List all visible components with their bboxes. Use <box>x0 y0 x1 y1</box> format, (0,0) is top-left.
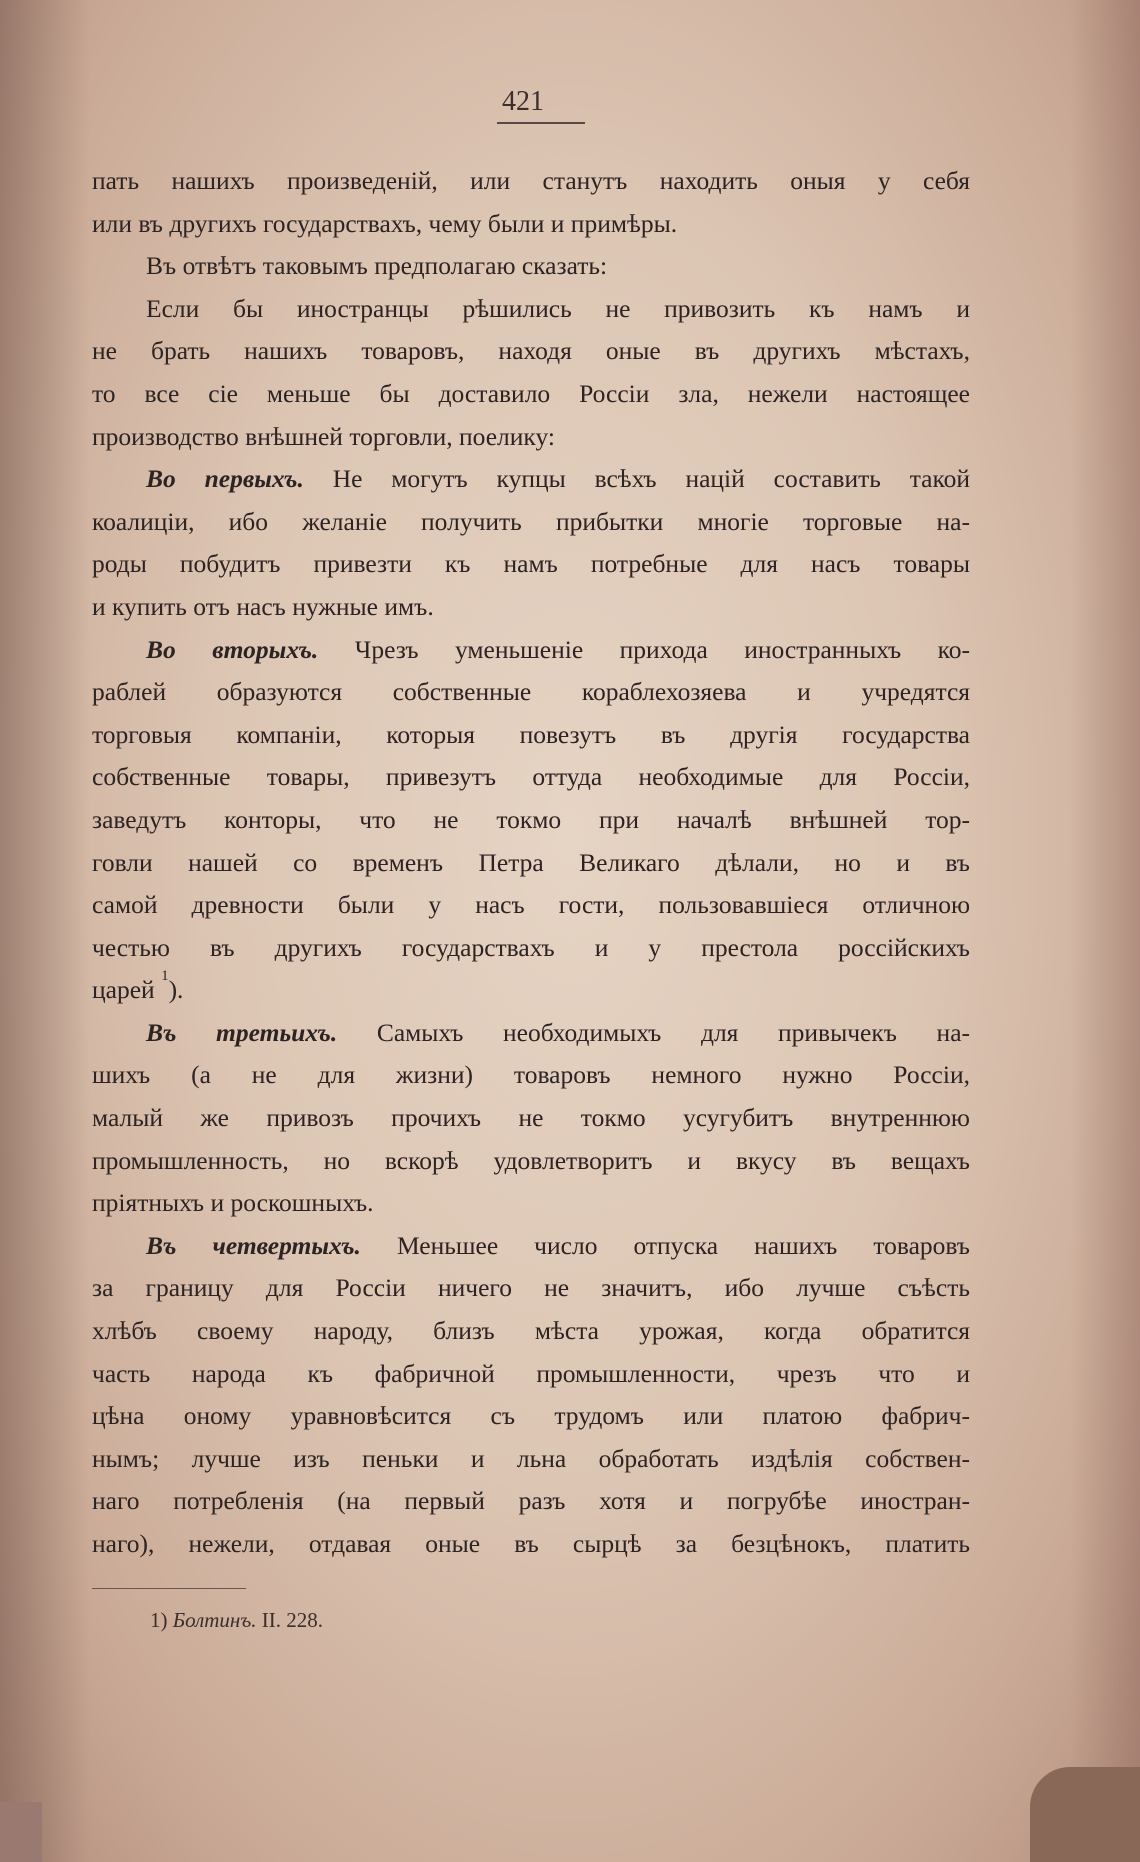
text-line: самой древности были у насъ гости, пользовавшіеся отличною <box>92 890 970 920</box>
text-line: за границу для Россіи ничего не значитъ, ибо лучше съѣсть <box>92 1273 970 1303</box>
text-line: шихъ (а не для жизни) товаровъ немного нужно Россіи, <box>92 1060 970 1090</box>
scan-corner-shadow <box>1030 1767 1140 1862</box>
scan-edge-left <box>0 1802 42 1862</box>
section-heading: Въ третьихъ. <box>146 1017 338 1047</box>
text-line: хлѣбъ своему народу, близъ мѣста урожая, когда обратится <box>92 1316 970 1346</box>
text-line: собственные товары, привезутъ оттуда необходимые для Россіи, <box>92 762 970 792</box>
page-edge-shadow-left <box>0 0 90 1862</box>
section-heading: Во вторыхъ. <box>146 634 319 664</box>
section-heading: Въ четвертыхъ. <box>146 1230 361 1260</box>
footnote-marker: 1) <box>150 1608 168 1632</box>
text-line: то все сіе меньше бы доставило Россіи зла, нежели настоящее <box>92 378 970 408</box>
text-line: малый же привозъ прочихъ не токмо усугубитъ внутреннюю <box>92 1103 970 1133</box>
text-line: и купить отъ насъ нужные имъ. <box>92 591 434 621</box>
section-heading: Во первыхъ. <box>146 464 304 494</box>
body-text <box>92 160 970 1566</box>
footnote-ref: 1 <box>161 968 169 985</box>
text-line: пріятныхъ и роскошныхъ. <box>92 1188 374 1218</box>
text-line: Въ четвертыхъ. Меньшее число отпуска нашихъ товаровъ <box>146 1230 970 1260</box>
text-line: часть народа къ фабричной промышленности, чрезъ что и <box>92 1358 970 1388</box>
text-line: цѣна оному уравновѣсится съ трудомъ или платою фабрич- <box>92 1401 970 1431</box>
text-line: царей $^1$). <box>92 968 184 1005</box>
text-line: не брать нашихъ товаровъ, находя оные въ другихъ мѣстахъ, <box>92 336 970 366</box>
footnote-divider <box>92 1588 246 1589</box>
text-line: роды побудитъ привезти къ намъ потребные для насъ товары <box>92 549 970 579</box>
footnote-reference: II. 228. <box>261 1608 324 1632</box>
page-number-rule <box>497 122 585 124</box>
text-line: говли нашей со временъ Петра Великаго дѣлали, но и въ <box>92 847 970 877</box>
text-line: наго потребленія (на первый разъ хотя и погрубѣе иностран- <box>92 1486 970 1516</box>
text-line: коалиціи, ибо желаніе получить прибытки многіе торговые на- <box>92 506 970 536</box>
text-line: наго), нежели, отдавая оные въ сырцѣ за безцѣнокъ, платить <box>92 1529 970 1558</box>
text-line: заведутъ конторы, что не токмо при началѣ внѣшней тор- <box>92 804 970 834</box>
text-line: Въ отвѣтъ таковымъ предполагаю сказать: <box>146 251 608 281</box>
footnote-author: Болтинъ. <box>172 1608 257 1632</box>
text-line: раблей образуются собственные кораблехозяева и учредятся <box>92 677 970 707</box>
page-edge-shadow-right <box>1070 0 1140 1862</box>
text-line: производство внѣшней торговли, поелику: <box>92 421 555 451</box>
text-line: нымъ; лучше изъ пеньки и льна обработать издѣлія собствен- <box>92 1443 970 1473</box>
text-line: пать нашихъ произведеній, или станутъ находить оныя у себя <box>92 166 970 195</box>
text-line: Если бы иностранцы рѣшились не привозить къ намъ и <box>146 293 970 323</box>
text-line: торговыя компаніи, которыя повезутъ въ другія государства <box>92 719 970 749</box>
text-line: промышленность, но вскорѣ удовлетворитъ и вкусу въ вещахъ <box>92 1145 970 1175</box>
text-line: честью въ другихъ государствахъ и у престола россійскихъ <box>92 932 970 962</box>
text-line: или въ другихъ государствахъ, чему были и примѣры. <box>92 208 678 238</box>
footnote <box>150 1608 323 1633</box>
text-line: Во вторыхъ. Чрезъ уменьшеніе прихода иностранныхъ ко- <box>146 634 970 664</box>
text-line: Во первыхъ. Не могутъ купцы всѣхъ націй составить такой <box>146 464 970 494</box>
text-line: Въ третьихъ. Самыхъ необходимыхъ для привычекъ на- <box>146 1017 970 1047</box>
page-number: 421 <box>502 86 544 117</box>
